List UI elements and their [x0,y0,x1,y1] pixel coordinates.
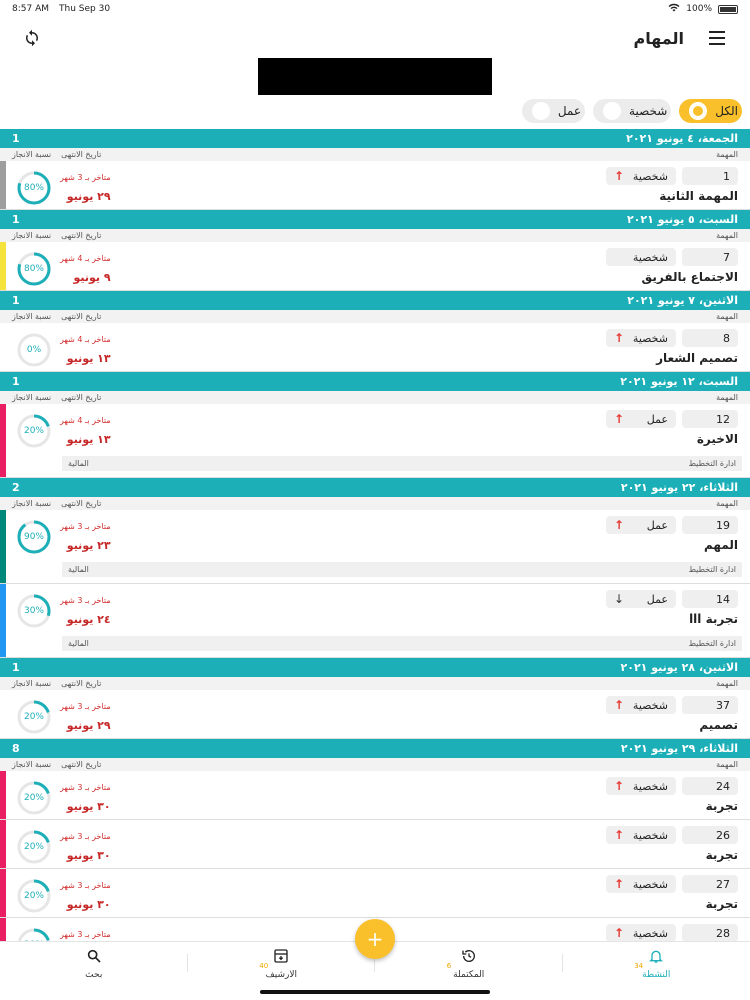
toggle-knob-icon [603,102,621,120]
column-task-label: المهمة [716,312,738,321]
progress-label: 80% [23,183,44,193]
history-icon [461,948,477,967]
arrow-up-icon: ↑ [614,779,625,793]
arrow-up-icon: ↑ [614,828,625,842]
day-title: الجمعة، ٤ يونيو ٢٠٢١ [626,132,738,145]
refresh-icon[interactable] [20,26,44,50]
finance-tag: المالية [68,565,89,574]
task-item[interactable] [0,242,750,291]
task-number: 19 [682,516,738,534]
tab-label: النشطة [642,970,671,980]
day-title: الاثنين، ٧ يونيو ٢٠٢١ [627,294,738,307]
tab-search[interactable] [0,942,188,1000]
due-date: ٩ يونيو [73,271,111,284]
day-group [0,210,750,291]
priority-stripe [0,404,6,477]
ad-banner[interactable] [258,58,492,95]
progress-label: 20% [23,712,44,722]
task-number: 24 [682,777,738,795]
category-label: عمل [646,518,668,532]
column-due-label: تاريخ الانتهى [61,679,102,688]
late-text: متاخر بـ 4 شهر [60,254,111,263]
day-count: 1 [12,375,20,388]
category-label: شخصية [632,250,668,264]
progress-ring [16,170,52,206]
column-due-label: تاريخ الانتهى [61,393,102,402]
task-item[interactable] [0,323,750,372]
wifi-icon [668,3,680,15]
late-text: متاخر بـ 3 شهر [60,783,111,792]
category-badge [606,777,676,795]
filter-chip[interactable] [593,99,671,123]
tab-bell[interactable] [563,942,750,1000]
task-name: تصميم الشعار [656,351,738,365]
day-title: الثلاثاء، ٢٩ يونيو ٢٠٢١ [620,742,738,755]
category-label: شخصية [632,331,668,345]
task-tags [62,636,742,651]
priority-stripe [0,242,6,290]
task-item[interactable] [0,771,750,820]
day-group [0,129,750,210]
day-group [0,478,750,658]
due-date: ٢٩ يونيو [66,190,111,203]
arrow-up-icon: ↑ [614,926,625,940]
due-date: ٣٠ يونيو [66,898,111,911]
category-badge [606,248,676,266]
filter-chip[interactable] [522,99,585,123]
day-count: 1 [12,661,20,674]
category-badge [606,516,676,534]
day-header [0,210,750,229]
due-date: ١٣ يونيو [66,352,111,365]
tab-badge: 34 [634,962,644,970]
toggle-knob-icon [689,102,707,120]
task-name: المهم [704,538,738,552]
day-header [0,372,750,391]
category-badge [606,696,676,714]
category-badge [606,329,676,347]
day-count: 2 [12,481,20,494]
battery-icon [718,5,738,14]
day-header [0,658,750,677]
day-title: الاثنين، ٢٨ يونيو ٢٠٢١ [620,661,738,674]
progress-ring [16,519,52,555]
department-tag: ادارة التخطيط [688,639,736,648]
status-time: 8:57 AM [12,4,49,14]
due-date: ٢٣ يونيو [66,539,111,552]
arrow-up-icon: ↑ [614,412,625,426]
category-label: عمل [646,592,668,606]
arrow-up-icon: ↑ [614,877,625,891]
finance-tag: المالية [68,459,89,468]
column-progress-label: نسبة الانجاز [12,499,52,508]
task-number: 28 [682,924,738,942]
menu-icon[interactable] [706,26,730,50]
priority-stripe [0,161,6,209]
column-due-label: تاريخ الانتهى [61,150,102,159]
due-date: ١٣ يونيو [66,433,111,446]
category-badge [606,826,676,844]
day-title: الثلاثاء، ٢٢ يونيو ٢٠٢١ [620,481,738,494]
day-group [0,291,750,372]
status-date: Thu Sep 30 [59,4,111,14]
tab-badge: 40 [259,962,269,970]
progress-ring [16,251,52,287]
tab-label: المكتملة [453,970,485,980]
day-header [0,739,750,758]
tab-label: بحث [85,970,103,980]
column-progress-label: نسبة الانجاز [12,231,52,240]
late-text: متاخر بـ 3 شهر [60,173,111,182]
priority-stripe [0,820,6,868]
task-item[interactable] [0,820,750,869]
progress-label: 20% [23,426,44,436]
category-badge [606,167,676,185]
column-task-label: المهمة [716,393,738,402]
progress-label: 30% [23,606,44,616]
late-text: متاخر بـ 3 شهر [60,930,111,939]
status-bar [0,0,750,18]
column-due-label: تاريخ الانتهى [61,231,102,240]
task-item[interactable] [0,584,750,658]
column-task-label: المهمة [716,760,738,769]
arrow-up-icon: ↑ [614,698,625,712]
filter-chip-label: الكل [715,104,738,118]
day-count: 1 [12,213,20,226]
category-label: شخصية [632,828,668,842]
progress-label: 20% [23,793,44,803]
progress-label: 90% [23,532,44,542]
progress-label: 80% [23,264,44,274]
progress-ring [16,332,52,368]
due-date: ٣٠ يونيو [66,800,111,813]
task-number: 37 [682,696,738,714]
task-number: 26 [682,826,738,844]
category-label: شخصية [632,926,668,940]
column-header [0,497,750,510]
category-badge [606,875,676,893]
column-header [0,391,750,404]
search-icon [86,948,102,967]
progress-ring [16,878,52,914]
column-header [0,677,750,690]
task-number: 12 [682,410,738,428]
column-progress-label: نسبة الانجاز [12,150,52,159]
task-name: تجربة lll [689,612,738,626]
progress-label: 20% [23,891,44,901]
progress-label: 0% [26,345,42,355]
day-group [0,658,750,739]
arrow-up-icon: ↑ [614,169,625,183]
day-header [0,129,750,148]
category-label: شخصية [632,698,668,712]
task-item[interactable] [0,161,750,210]
late-text: متاخر بـ 3 شهر [60,881,111,890]
progress-ring [16,780,52,816]
arrow-up-icon: ↑ [614,331,625,345]
priority-stripe [0,771,6,819]
category-badge [606,924,676,942]
day-title: السبت، ١٢ يونيو ٢٠٢١ [620,375,738,388]
finance-tag: المالية [68,639,89,648]
category-label: شخصية [632,169,668,183]
column-header [0,758,750,771]
priority-stripe [0,510,6,583]
task-number: 1 [682,167,738,185]
archive-icon [273,948,289,967]
task-number: 7 [682,248,738,266]
column-due-label: تاريخ الانتهى [61,760,102,769]
task-tags [62,456,742,471]
progress-ring [16,413,52,449]
column-progress-label: نسبة الانجاز [12,760,52,769]
filter-chip[interactable] [679,99,742,123]
category-badge [606,590,676,608]
day-header [0,291,750,310]
task-item[interactable] [0,510,750,584]
late-text: متاخر بـ 4 شهر [60,416,111,425]
column-task-label: المهمة [716,679,738,688]
day-count: 1 [12,294,20,307]
task-number: 27 [682,875,738,893]
category-label: عمل [646,412,668,426]
filter-chips [0,98,750,124]
progress-ring [16,829,52,865]
task-name: تصميم [699,718,738,732]
day-header [0,478,750,497]
bell-icon [648,948,664,967]
late-text: متاخر بـ 3 شهر [60,522,111,531]
category-badge [606,410,676,428]
column-header [0,310,750,323]
column-due-label: تاريخ الانتهى [61,312,102,321]
late-text: متاخر بـ 4 شهر [60,335,111,344]
department-tag: ادارة التخطيط [688,459,736,468]
progress-ring [16,593,52,629]
page-title: المهام [633,28,684,48]
task-name: تجربة [705,799,738,813]
due-date: ٢٤ يونيو [66,613,111,626]
day-title: السبت، ٥ يونيو ٢٠٢١ [626,213,738,226]
nav-bar [0,18,750,58]
task-name: الاجتماع بالفريق [641,270,738,284]
home-indicator [260,990,490,994]
day-count: 8 [12,742,20,755]
task-number: 14 [682,590,738,608]
arrow-up-icon: ↑ [614,518,625,532]
task-item[interactable] [0,690,750,739]
add-task-button[interactable]: + [355,919,395,959]
day-group [0,372,750,478]
column-task-label: المهمة [716,231,738,240]
late-text: متاخر بـ 3 شهر [60,702,111,711]
category-label: شخصية [632,877,668,891]
late-text: متاخر بـ 3 شهر [60,832,111,841]
task-item[interactable] [0,404,750,478]
due-date: ٣٠ يونيو [66,849,111,862]
task-name: المهمة الثانية [659,189,738,203]
tab-label: الارشيف [265,970,298,980]
task-name: تجربة [705,848,738,862]
column-task-label: المهمة [716,499,738,508]
priority-stripe [0,584,6,657]
category-label: شخصية [632,779,668,793]
task-name: الاخيرة [696,432,738,446]
column-due-label: تاريخ الانتهى [61,499,102,508]
due-date: ٢٩ يونيو [66,719,111,732]
progress-label: 20% [23,842,44,852]
department-tag: ادارة التخطيط [688,565,736,574]
task-number: 8 [682,329,738,347]
late-text: متاخر بـ 3 شهر [60,596,111,605]
toggle-knob-icon [532,102,550,120]
battery-percent: 100% [686,4,712,14]
arrow-down-icon: ↓ [614,592,625,606]
column-header [0,148,750,161]
filter-chip-label: شخصية [629,104,668,118]
filter-chip-label: عمل [557,104,582,118]
progress-ring [16,699,52,735]
day-count: 1 [12,132,20,145]
task-item[interactable] [0,869,750,918]
tab-badge: 6 [446,962,452,970]
task-list[interactable] [0,129,750,941]
column-progress-label: نسبة الانجاز [12,679,52,688]
column-progress-label: نسبة الانجاز [12,312,52,321]
column-task-label: المهمة [716,150,738,159]
column-progress-label: نسبة الانجاز [12,393,52,402]
task-tags [62,562,742,577]
priority-stripe [0,869,6,917]
column-header [0,229,750,242]
task-name: تجربة [705,897,738,911]
